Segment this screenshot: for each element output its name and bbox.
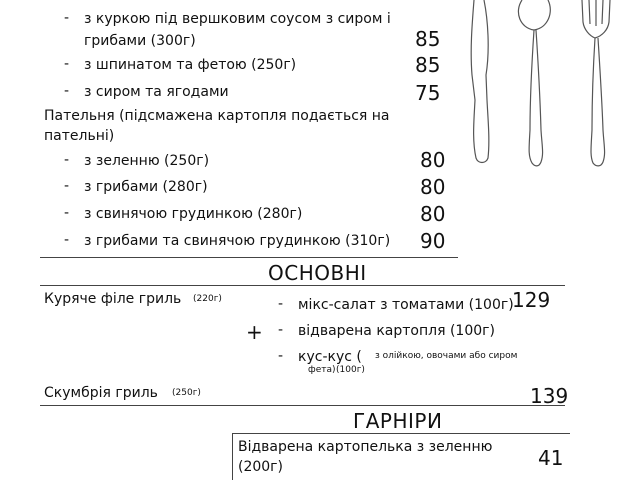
- divider: [232, 433, 570, 434]
- dish-name: Куряче філе гриль: [44, 291, 182, 307]
- list-item-text: з шпинатом та фетою (250г): [84, 57, 297, 73]
- item-price: 129: [512, 288, 551, 312]
- list-item-text: грибами (300г): [84, 33, 196, 49]
- item-price: 139: [530, 384, 569, 408]
- list-item-text: з грибами (280г): [84, 179, 208, 195]
- list-dash: -: [278, 348, 284, 364]
- dish-weight: (250г): [172, 388, 201, 398]
- section-title-main: ОСНОВНІ: [268, 261, 367, 285]
- list-dash: -: [64, 10, 70, 26]
- dish-weight: (220г): [193, 294, 222, 304]
- list-item-text: з грибами та свинячою грудинкою (310г): [84, 233, 391, 249]
- side-item: мікс-салат з томатами (100г): [298, 297, 514, 313]
- list-item-text: з куркою під вершковим соусом з сиром і: [84, 11, 391, 27]
- list-dash: -: [278, 322, 284, 338]
- item-price: 80: [420, 148, 446, 172]
- knife-icon: [471, 0, 489, 163]
- divider: [40, 257, 458, 258]
- list-dash: -: [64, 83, 70, 99]
- list-dash: -: [64, 56, 70, 72]
- side-item-weight: (100г): [336, 365, 365, 375]
- fork-icon: [582, 0, 610, 166]
- list-dash: -: [64, 232, 70, 248]
- side-item: відварена картопля (100г): [298, 323, 495, 339]
- item-price: 41: [538, 446, 564, 470]
- side-item: кус-кус (: [298, 349, 362, 365]
- item-price: 85: [415, 27, 441, 51]
- item-price: 85: [415, 53, 441, 77]
- divider: [40, 405, 565, 406]
- list-item-text: з зеленню (250г): [84, 153, 210, 169]
- section-title-garnish: ГАРНІРИ: [353, 409, 443, 433]
- list-item-text: з сиром та ягодами: [84, 84, 229, 100]
- cutlery-illustration: [462, 0, 640, 170]
- divider: [232, 433, 233, 480]
- side-item-note: з олійкою, овочами або сиром: [375, 351, 518, 361]
- item-price: 80: [420, 175, 446, 199]
- section-heading: пательні): [44, 128, 115, 144]
- plus-sign: +: [246, 320, 263, 344]
- section-heading: Пательня (підсмажена картопля подається на: [44, 108, 390, 124]
- side-item-note: фета): [308, 365, 336, 375]
- list-dash: -: [64, 152, 70, 168]
- dish-weight: (200г): [238, 459, 284, 475]
- item-price: 90: [420, 229, 446, 253]
- divider: [40, 285, 565, 286]
- spoon-icon: [518, 0, 550, 166]
- item-price: 75: [415, 81, 441, 105]
- list-dash: -: [278, 296, 284, 312]
- list-item-text: з свинячою грудинкою (280г): [84, 206, 303, 222]
- list-dash: -: [64, 205, 70, 221]
- dish-name: Відварена картопелька з зеленню: [238, 439, 493, 455]
- item-price: 80: [420, 202, 446, 226]
- dish-name: Скумбрія гриль: [44, 385, 158, 401]
- list-dash: -: [64, 178, 70, 194]
